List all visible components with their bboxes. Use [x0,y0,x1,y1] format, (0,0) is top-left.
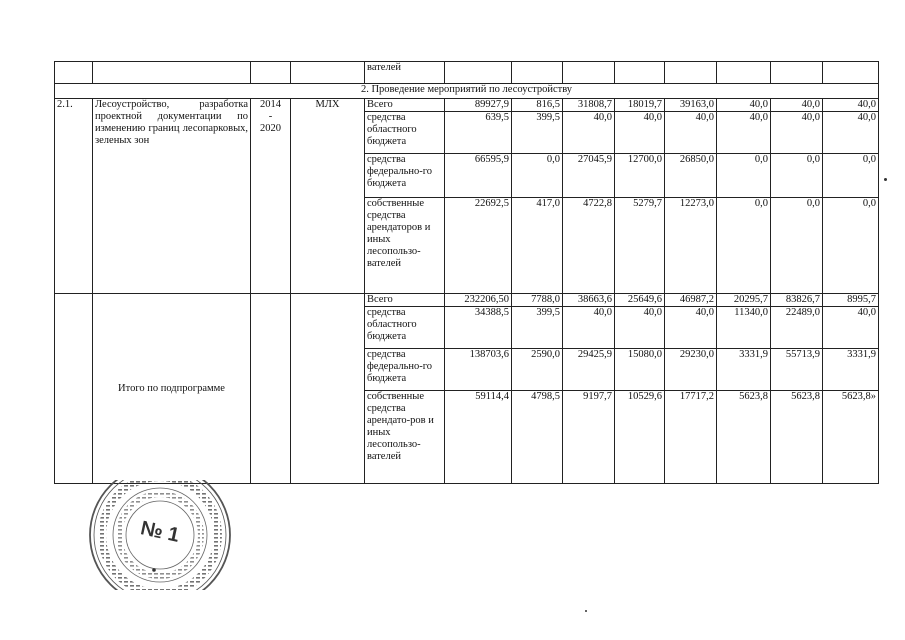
stamp-number: № 1 [138,517,182,547]
value-cell: 17717,2 [665,391,717,484]
value-cell: 40,0 [563,112,615,154]
financing-table [54,61,879,484]
value-cell: 12700,0 [615,154,665,198]
value-cell: 40,0 [717,99,771,112]
value-cell: 9197,7 [563,391,615,484]
value-cell: 639,5 [445,112,512,154]
value-cell: 18019,7 [615,99,665,112]
value-cell: 40,0 [665,307,717,349]
section-title: 2. Проведение мероприятий по лесоустройству [55,84,879,99]
total-label: Итого по подпрограмме [93,294,251,484]
value-cell: 138703,6 [445,349,512,391]
value-cell: 399,5 [512,112,563,154]
value-cell: 816,5 [512,99,563,112]
value-cell: 0,0 [823,154,879,198]
value-cell: 40,0 [823,112,879,154]
value-cell: 40,0 [717,112,771,154]
value-cell: 66595,9 [445,154,512,198]
value-cell: 40,0 [615,307,665,349]
value-cell: 59114,4 [445,391,512,484]
source-cell: собственные средства арендаторов и иных лесопользо-вателей [365,198,445,294]
value-cell: 11340,0 [717,307,771,349]
value-cell: 0,0 [717,198,771,294]
table-row [55,99,879,112]
value-cell: 5279,7 [615,198,665,294]
value-cell: 22692,5 [445,198,512,294]
value-cell: 39163,0 [665,99,717,112]
scan-speck [884,178,887,181]
value-cell: 15080,0 [615,349,665,391]
value-cell: 0,0 [771,198,823,294]
value-cell: 232206,50 [445,294,512,307]
value-cell: 27045,9 [563,154,615,198]
source-cell: собственные средства арендато-ров и иных лесопользо-вателей [365,391,445,484]
value-cell: 40,0 [823,99,879,112]
value-cell: 417,0 [512,198,563,294]
official-stamp [88,480,238,590]
value-cell: 3331,9 [717,349,771,391]
value-cell: 31808,7 [563,99,615,112]
value-cell: 22489,0 [771,307,823,349]
section-header-row [55,84,879,99]
source-cell: средства федерально-го бюджета [365,154,445,198]
value-cell: 55713,9 [771,349,823,391]
value-cell: 40,0 [771,112,823,154]
value-cell: 89927,9 [445,99,512,112]
value-cell: 4722,8 [563,198,615,294]
value-cell: 25649,6 [615,294,665,307]
value-cell: 5623,8» [823,391,879,484]
value-cell: 0,0 [512,154,563,198]
value-cell: 0,0 [823,198,879,294]
value-cell: 40,0 [665,112,717,154]
table-row [55,294,879,307]
item-executor: МЛХ [291,99,365,294]
value-cell: 7788,0 [512,294,563,307]
value-cell: 4798,5 [512,391,563,484]
source-cell: средства областного бюджета [365,307,445,349]
source-cell: вателей [365,62,445,84]
item-number: 2.1. [55,99,93,294]
source-cell: средства областного бюджета [365,112,445,154]
item-period: 2014 - 2020 [251,99,291,294]
value-cell: 0,0 [717,154,771,198]
value-cell: 8995,7 [823,294,879,307]
value-cell: 29230,0 [665,349,717,391]
value-cell: 38663,6 [563,294,615,307]
value-cell: 46987,2 [665,294,717,307]
item-name: Лесоустройство, разработка проектной документации по изменению границ лесопарковых, зеленых зон [93,99,251,294]
source-cell: Всего [365,294,445,307]
value-cell: 10529,6 [615,391,665,484]
value-cell: 40,0 [563,307,615,349]
value-cell: 40,0 [615,112,665,154]
value-cell: 399,5 [512,307,563,349]
value-cell: 5623,8 [717,391,771,484]
value-cell: 20295,7 [717,294,771,307]
scan-speck [585,610,587,612]
value-cell: 26850,0 [665,154,717,198]
table-row [55,62,879,84]
value-cell: 83826,7 [771,294,823,307]
value-cell: 2590,0 [512,349,563,391]
value-cell: 3331,9 [823,349,879,391]
value-cell: 40,0 [823,307,879,349]
value-cell: 34388,5 [445,307,512,349]
source-cell: средства федерально-го бюджета [365,349,445,391]
value-cell: 0,0 [771,154,823,198]
value-cell: 40,0 [771,99,823,112]
value-cell: 12273,0 [665,198,717,294]
value-cell: 29425,9 [563,349,615,391]
source-cell: Всего [365,99,445,112]
stamp-dot [152,568,156,572]
value-cell: 5623,8 [771,391,823,484]
